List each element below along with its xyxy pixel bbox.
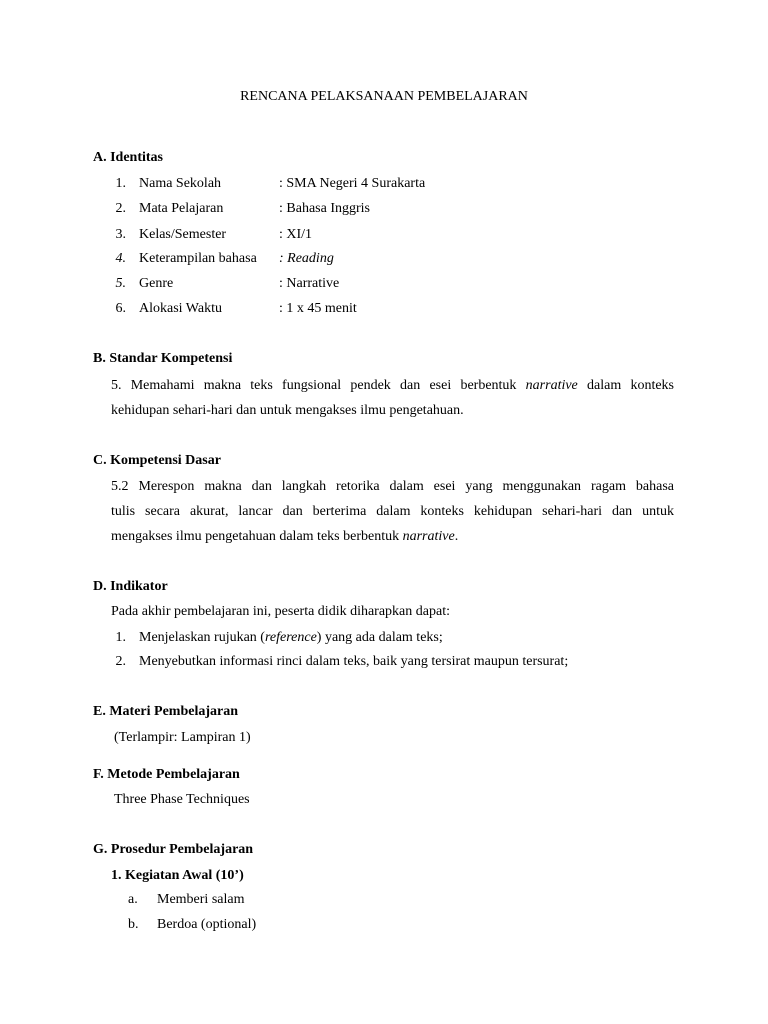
text-span: ) yang ada dalam teks; [316,630,443,645]
indikator-text: Menyebutkan informasi rinci dalam teks, baik yang tersirat maupun tersurat; [139,654,569,669]
kompetensi-dasar-line [111,528,458,546]
kegiatan-letter: a. [128,892,138,907]
document-title: RENCANA PELAKSANAAN PEMBELAJARAN [240,89,528,104]
indikator-number: 2. [115,654,126,669]
section-d-heading: D. Indikator [93,579,168,594]
text-span: dalam konteks [587,378,675,393]
identitas-number: 3. [115,227,126,242]
kegiatan-text: Berdoa (optional) [157,917,257,932]
identitas-label: Kelas/Semester [139,227,227,242]
identitas-label: Nama Sekolah [139,176,222,191]
identitas-label: Genre [139,276,174,291]
identitas-value: : XI/1 [279,227,313,242]
standar-kompetensi-line [111,377,674,395]
indikator-intro: Pada akhir pembelajaran ini, peserta didik diharapkan dapat: [111,604,450,619]
identitas-value: : Reading [279,251,334,266]
indikator-number: 1. [115,630,126,645]
kegiatan-text: Memberi salam [157,892,245,907]
identitas-label: Keterampilan bahasa [139,251,257,266]
identitas-number: 5. [115,276,126,291]
identitas-value: : Bahasa Inggris [279,201,370,216]
identitas-label: Alokasi Waktu [139,301,222,316]
italic-term: narrative [525,378,578,393]
identitas-value: : SMA Negeri 4 Surakarta [279,176,426,191]
text-span: mengakses ilmu pengetahuan dalam teks berbentuk [111,529,400,544]
identitas-number: 1. [115,176,126,191]
section-e-heading: E. Materi Pembelajaran [93,704,239,719]
kegiatan-awal-heading: 1. Kegiatan Awal (10’) [111,868,244,883]
section-a-heading: A. Identitas [93,150,164,165]
materi-text: (Terlampir: Lampiran 1) [114,730,251,745]
text-span: 5. Memahami makna teks fungsional pendek dan esei berbentuk [111,378,517,393]
metode-text: Three Phase Techniques [114,792,250,807]
kegiatan-letter: b. [128,917,139,932]
identitas-number: 6. [115,301,126,316]
standar-kompetensi-line: kehidupan sehari-hari dan untuk mengakses ilmu pengetahuan. [111,403,464,418]
section-c-heading: C. Kompetensi Dasar [93,453,221,468]
kompetensi-dasar-line: tulis secara akurat, lancar dan berterima dalam konteks kehidupan sehari-hari dan untuk [111,504,674,519]
section-f-heading: F. Metode Pembelajaran [93,767,240,782]
text-span: Menjelaskan rujukan ( [139,630,265,645]
identitas-label: Mata Pelajaran [139,201,224,216]
section-g-heading: G. Prosedur Pembelajaran [93,842,254,857]
identitas-value: : 1 x 45 menit [279,301,357,316]
indikator-text [139,629,443,647]
kompetensi-dasar-line: 5.2 Merespon makna dan langkah retorika dalam esei yang menggunakan ragam bahasa [111,479,674,494]
italic-term: narrative [402,529,455,544]
italic-term: reference [264,630,317,645]
identitas-number: 4. [115,251,126,266]
identitas-number: 2. [115,201,126,216]
section-b-heading: B. Standar Kompetensi [93,351,233,366]
text-span: . [454,529,459,544]
identitas-value: : Narrative [279,276,340,291]
